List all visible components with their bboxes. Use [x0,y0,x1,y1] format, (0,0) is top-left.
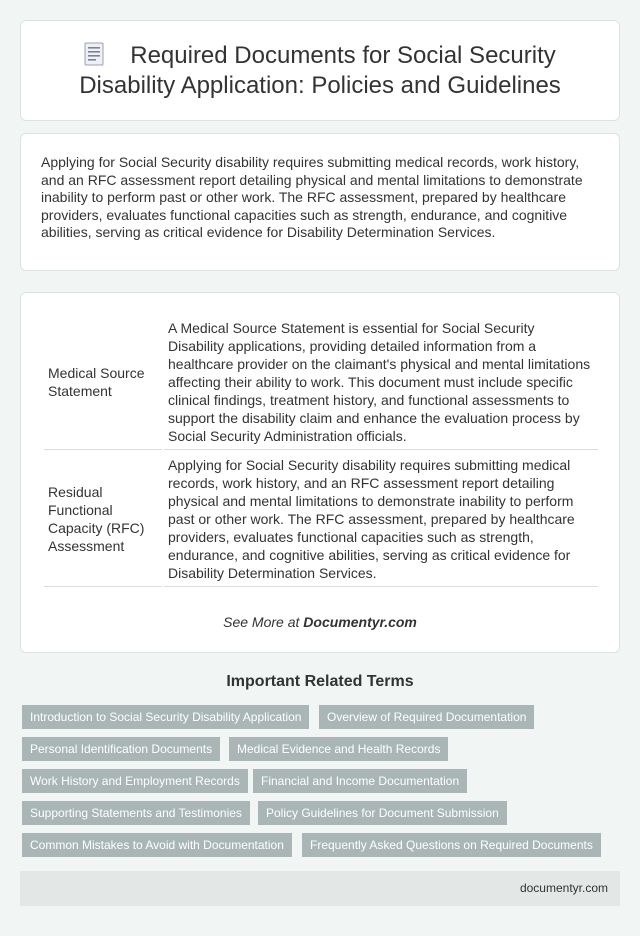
intro-card [20,133,620,271]
documents-table [42,313,600,589]
table-description: A Medical Source Statement is essential for Social Security Disability applications, providing detailed information from a healthcare provider on the claimant's physical and mental limitations affecting their ability to work. This document must include specific clinical findings, treatment history, and functional assessments to support the disability claim and enhance the evaluation process by Social Security Administration officials. [164,315,598,450]
table-row [44,315,598,450]
related-term-tag[interactable]: Introduction to Social Security Disability Application [22,705,309,729]
see-more-prefix: See More at [223,614,304,630]
page-title-text: Required Documents for Social Security Disability Application: Policies and Guidelines [79,41,561,99]
intro-text: Applying for Social Security disability requires submitting medical records, work history, and an RFC assessment report detailing physical and mental limitations to demonstrate inability to perform past or other work. The RFC assessment, prepared by healthcare providers, evaluates functional capacities such as strength, endurance, and cognitive abilities, serving as critical evidence for Disability Determination Services. [41,154,583,240]
footer [20,871,620,906]
table-term: Residual Functional Capacity (RFC) Assessment [44,452,162,587]
related-term-tag[interactable]: Frequently Asked Questions on Required Documents [302,833,601,857]
table-row [44,452,598,587]
table-description: Applying for Social Security disability requires submitting medical records, work history, and an RFC assessment report detailing physical and mental limitations to demonstrate inability to perform past or other work. The RFC assessment, prepared by healthcare providers, evaluates functional capacities such as strength, endurance, and cognitive abilities, serving as critical evidence for Disability Determination Services. [164,452,598,587]
related-term-tag[interactable]: Policy Guidelines for Document Submission [258,801,507,825]
related-term-tag[interactable]: Supporting Statements and Testimonies [22,801,250,825]
document-icon [84,42,104,66]
related-term-tag[interactable]: Overview of Required Documentation [319,705,534,729]
table-term: Medical Source Statement [44,315,162,450]
related-term-tag[interactable]: Common Mistakes to Avoid with Documentation [22,833,292,857]
related-term-tag[interactable]: Medical Evidence and Health Records [229,737,448,761]
related-term-tag[interactable]: Work History and Employment Records [22,769,248,793]
footer-site[interactable]: documentyr.com [519,881,608,895]
related-terms-heading: Important Related Terms [226,673,414,690]
see-more-link[interactable]: Documentyr.com [303,614,417,630]
documents-card [20,292,620,653]
page-title [50,41,590,101]
related-term-tag[interactable]: Personal Identification Documents [22,737,220,761]
related-term-tag[interactable]: Financial and Income Documentation [253,769,467,793]
title-card [20,20,620,121]
see-more [21,614,619,630]
